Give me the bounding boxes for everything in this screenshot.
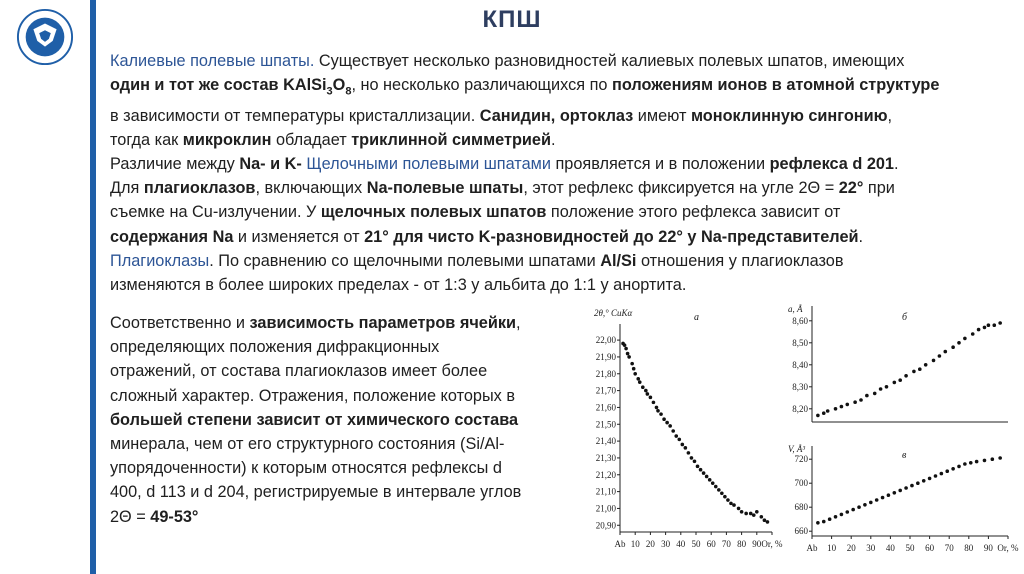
data-point — [840, 405, 844, 409]
text-segment: Калиевые полевые шпаты. — [110, 52, 315, 70]
y-tick-label: 8,20 — [792, 403, 808, 414]
x-tick-label: Ab — [806, 543, 818, 553]
text-segment: отношения у плагиоклазов — [636, 251, 844, 270]
data-point — [737, 507, 741, 511]
text-line — [110, 311, 580, 335]
data-point — [887, 493, 891, 497]
data-point — [943, 350, 947, 354]
chart-2theta-vs-or — [584, 300, 782, 562]
text-line — [110, 384, 580, 408]
text-segment: 400, d 113 и d 204, регистрируемые в интервале углов — [110, 483, 522, 502]
text-segment: , но несколько различающихся по — [351, 76, 612, 95]
data-point — [749, 512, 753, 516]
data-point — [723, 495, 727, 499]
data-point — [840, 513, 844, 517]
data-point — [744, 512, 748, 516]
text-segment: , этот рефлекс фиксируется на угле 2Θ = — [523, 179, 839, 198]
y-tick-label: 660 — [794, 526, 808, 537]
text-line — [110, 200, 1000, 224]
x-tick-label: 50 — [691, 539, 701, 549]
text-segment: тогда как — [110, 130, 183, 149]
text-segment: обладает — [271, 130, 352, 149]
data-point — [752, 513, 756, 517]
data-point — [623, 343, 627, 347]
data-point — [983, 459, 987, 463]
data-point — [893, 491, 897, 495]
data-point — [904, 486, 908, 490]
text-segment: , включающих — [255, 179, 367, 198]
data-point — [760, 515, 764, 519]
data-point — [816, 414, 820, 418]
text-segment: триклинной симметрией — [351, 130, 551, 149]
data-point — [845, 510, 849, 514]
text-segment: O — [332, 76, 346, 95]
text-segment: 3 — [326, 85, 333, 98]
data-point — [922, 479, 926, 483]
x-tick-label: 60 — [706, 539, 716, 549]
data-point — [624, 347, 628, 351]
text-segment: моноклинную сингонию — [690, 106, 888, 125]
text-segment: минерала, чем от его структурного состояния (Si/Al- — [110, 435, 505, 454]
text-line — [110, 225, 1000, 249]
x-tick-label: 80 — [737, 539, 747, 549]
data-point — [702, 471, 706, 475]
y-tick-label: 21,50 — [595, 419, 616, 430]
data-point — [916, 481, 920, 485]
data-point — [714, 485, 718, 489]
y-tick-label: 21,20 — [595, 469, 616, 480]
data-point — [649, 396, 653, 400]
text-segment: Для — [110, 179, 144, 198]
x-tick-label: 90 — [752, 539, 762, 549]
data-point — [885, 385, 889, 389]
chart-c-svg — [782, 438, 1019, 562]
data-point — [641, 385, 645, 389]
data-point — [957, 465, 961, 469]
data-point — [636, 377, 640, 381]
data-point — [940, 472, 944, 476]
y-tick-label: 21,60 — [595, 402, 616, 413]
y-tick-label: 20,90 — [595, 520, 616, 531]
text-segment: изменяются в более широких пределах - от 1:3 у альбита до 1:1 у анортита. — [110, 276, 687, 295]
y-tick-label: 21,70 — [595, 385, 616, 396]
text-segment: Различие между — [110, 155, 240, 174]
text-segment: 22° — [838, 179, 864, 198]
data-point — [665, 421, 669, 425]
x-tick-label: 60 — [925, 543, 935, 553]
data-point — [969, 461, 973, 465]
data-point — [991, 457, 995, 461]
data-point — [705, 475, 709, 479]
text-segment: сложный характер. Отражения, положение которых в — [110, 386, 515, 405]
text-segment: положение этого рефлекса зависит от — [546, 203, 841, 222]
data-point — [717, 488, 721, 492]
data-point — [904, 374, 908, 378]
data-point — [992, 323, 996, 327]
data-point — [638, 380, 642, 384]
y-tick-label: 720 — [794, 454, 808, 465]
text-segment: Существует несколько разновидностей калиевых полевых шпатов, имеющих — [314, 52, 905, 70]
y-tick-label: 8,60 — [792, 315, 808, 326]
text-segment: большей степени зависит от химического состава — [110, 410, 519, 429]
y-axis-label: 2θ,° CuKα — [594, 308, 633, 318]
data-point — [627, 355, 631, 359]
data-point — [987, 323, 991, 327]
y-tick-label: 8,30 — [792, 381, 808, 392]
data-point — [644, 389, 648, 393]
data-point — [879, 387, 883, 391]
text-segment: зависимость параметров ячейки — [249, 314, 517, 332]
data-point — [834, 515, 838, 519]
text-segment: . По сравнению со щелочными полевыми шпатами — [209, 251, 601, 270]
data-point — [881, 496, 885, 500]
text-segment: 2Θ = — [110, 507, 151, 526]
data-point — [834, 407, 838, 411]
text-segment: . — [550, 130, 556, 149]
x-tick-label: 20 — [846, 543, 856, 553]
data-point — [934, 474, 938, 478]
data-point — [693, 460, 697, 464]
data-point — [828, 517, 832, 521]
text-line — [110, 335, 580, 359]
data-point — [998, 456, 1002, 460]
y-tick-label: 21,10 — [595, 486, 616, 497]
text-segment: , — [516, 314, 521, 332]
data-point — [766, 520, 770, 524]
x-tick-label: 90 — [983, 543, 993, 553]
data-point — [963, 337, 967, 341]
data-point — [690, 456, 694, 460]
data-point — [977, 328, 981, 332]
text-segment: , — [887, 106, 893, 125]
data-point — [957, 341, 961, 345]
text-line — [110, 432, 580, 456]
data-point — [668, 424, 672, 428]
data-point — [711, 481, 715, 485]
text-segment: плагиоклазов — [143, 179, 256, 198]
text-segment: . — [894, 155, 899, 174]
x-tick-label: Ab — [614, 539, 626, 549]
data-point — [898, 378, 902, 382]
data-point — [845, 403, 849, 407]
data-point — [975, 460, 979, 464]
intro-paragraph — [110, 49, 1000, 297]
text-segment: KAlSi — [283, 76, 327, 95]
data-point — [633, 372, 637, 376]
data-point — [677, 438, 681, 442]
data-point — [656, 409, 660, 413]
text-segment: съемке на Cu-излучении. У — [110, 203, 321, 222]
data-point — [893, 381, 897, 385]
data-point — [726, 498, 730, 502]
data-point — [646, 392, 650, 396]
slide-title: КПШ — [482, 6, 542, 33]
x-tick-label: 70 — [944, 543, 954, 553]
data-point — [755, 510, 759, 514]
text-segment: имеют — [633, 106, 691, 125]
text-line — [110, 152, 1000, 176]
text-segment: микроклин — [182, 130, 272, 149]
data-point — [983, 326, 987, 330]
panel-label: б — [902, 312, 908, 323]
data-point — [684, 446, 688, 450]
text-segment: упорядоченности) к которым относятся рефлексы d — [110, 459, 502, 478]
x-tick-label: 30 — [661, 539, 671, 549]
text-line — [110, 249, 1000, 273]
text-segment: Плагиоклазы — [110, 251, 210, 270]
text-line — [110, 128, 1000, 152]
text-segment: Na- и K- — [239, 155, 307, 174]
x-tick-label: 20 — [645, 539, 655, 549]
data-point — [859, 398, 863, 402]
text-segment: Na-полевые шпаты — [366, 179, 524, 198]
data-point — [951, 345, 955, 349]
x-tick-label: 50 — [905, 543, 915, 553]
data-point — [928, 477, 932, 481]
data-point — [816, 521, 820, 525]
data-point — [857, 505, 861, 509]
data-point — [938, 354, 942, 358]
text-line — [110, 104, 1000, 128]
data-point — [662, 417, 666, 421]
text-segment: определяющих положения дифракционных — [110, 338, 440, 357]
data-point — [865, 394, 869, 398]
chart-a-parameter-vs-or — [782, 300, 1014, 437]
text-segment: и изменяется от — [233, 227, 365, 246]
data-point — [674, 434, 678, 438]
text-line — [110, 176, 1000, 200]
x-tick-label: 40 — [676, 539, 686, 549]
y-tick-label: 21,80 — [595, 368, 616, 379]
data-point — [626, 352, 630, 356]
data-point — [740, 510, 744, 514]
x-tick-label: Or, % — [997, 543, 1019, 553]
data-point — [720, 491, 724, 495]
data-point — [630, 362, 634, 366]
x-tick-label: 10 — [827, 543, 837, 553]
data-point — [875, 498, 879, 502]
data-point — [898, 489, 902, 493]
data-point — [632, 367, 636, 371]
data-point — [652, 401, 656, 405]
text-segment: проявляется и в положении — [550, 155, 770, 174]
data-point — [869, 501, 873, 505]
x-tick-label: 30 — [866, 543, 876, 553]
data-point — [822, 520, 826, 524]
y-tick-label: 680 — [794, 502, 808, 513]
text-segment: 21° для чисто K-разновидностей до 22° у Na-представителей — [364, 227, 859, 246]
data-point — [951, 467, 955, 471]
text-segment: один и тот же состав — [110, 76, 284, 95]
y-tick-label: 700 — [794, 478, 808, 489]
text-segment: щелочных полевых шпатов — [320, 203, 547, 222]
data-point — [853, 400, 857, 404]
data-point — [998, 321, 1002, 325]
text-line — [110, 49, 1000, 73]
text-segment: Санидин, ортоклаз — [479, 106, 634, 125]
data-point — [851, 508, 855, 512]
text-segment: Щелочными полевыми шпатами — [306, 155, 551, 174]
data-point — [708, 478, 712, 482]
data-point — [863, 503, 867, 507]
text-segment: содержания Na — [110, 227, 234, 246]
x-tick-label: 40 — [885, 543, 895, 553]
y-tick-label: 22,00 — [595, 335, 616, 346]
text-line — [110, 273, 1000, 297]
x-tick-label: Or, % — [761, 539, 783, 549]
y-tick-label: 8,50 — [792, 337, 808, 348]
chart-b-svg — [782, 300, 1014, 437]
text-segment: при — [863, 179, 895, 198]
data-point — [699, 468, 703, 472]
data-point — [910, 484, 914, 488]
data-point — [729, 502, 733, 506]
left-band — [0, 0, 90, 574]
data-point — [826, 409, 830, 413]
text-segment: отражений, от состава плагиоклазов имеет более — [110, 362, 488, 381]
text-segment: . — [858, 227, 864, 246]
text-segment: 8 — [345, 85, 352, 98]
data-point — [763, 518, 767, 522]
data-point — [696, 465, 700, 469]
data-point — [687, 451, 691, 455]
y-axis-label: a, Å — [788, 304, 803, 314]
text-segment: Al/Si — [600, 251, 637, 270]
y-tick-label: 8,40 — [792, 359, 808, 370]
text-line — [110, 73, 1000, 103]
data-point — [971, 332, 975, 336]
x-tick-label: 80 — [964, 543, 974, 553]
panel-label: а — [694, 312, 699, 323]
x-tick-label: 10 — [630, 539, 640, 549]
text-segment: положениям ионов в атомной структуре — [612, 76, 940, 95]
data-point — [912, 370, 916, 374]
cell-parameters-paragraph — [110, 311, 580, 529]
panel-label: в — [902, 450, 907, 461]
y-tick-label: 21,90 — [595, 351, 616, 362]
chart-a-svg — [584, 300, 782, 562]
text-segment: Соответственно и — [110, 314, 250, 332]
text-segment: рефлекса d 201 — [769, 155, 894, 174]
text-line — [110, 408, 580, 432]
text-segment: 49-53° — [150, 507, 199, 526]
data-point — [659, 412, 663, 416]
text-line — [110, 505, 580, 529]
chart-volume-vs-or — [782, 438, 1019, 562]
data-point — [924, 363, 928, 367]
data-point — [873, 392, 877, 396]
data-point — [671, 429, 675, 433]
data-point — [732, 503, 736, 507]
data-point — [918, 367, 922, 371]
y-tick-label: 21,40 — [595, 436, 616, 447]
data-point — [932, 359, 936, 363]
text-segment: в зависимости от температуры кристаллизации. — [110, 106, 480, 125]
data-point — [655, 406, 659, 410]
text-line — [110, 456, 580, 480]
x-tick-label: 70 — [721, 539, 731, 549]
left-accent-bar — [90, 0, 96, 574]
y-axis-label: V, Å³ — [788, 444, 806, 454]
data-point — [945, 469, 949, 473]
text-line — [110, 480, 580, 504]
y-tick-label: 21,30 — [595, 452, 616, 463]
text-line — [110, 359, 580, 383]
y-tick-label: 21,00 — [595, 503, 616, 514]
data-point — [822, 411, 826, 415]
data-point — [963, 462, 967, 466]
data-point — [681, 443, 685, 447]
